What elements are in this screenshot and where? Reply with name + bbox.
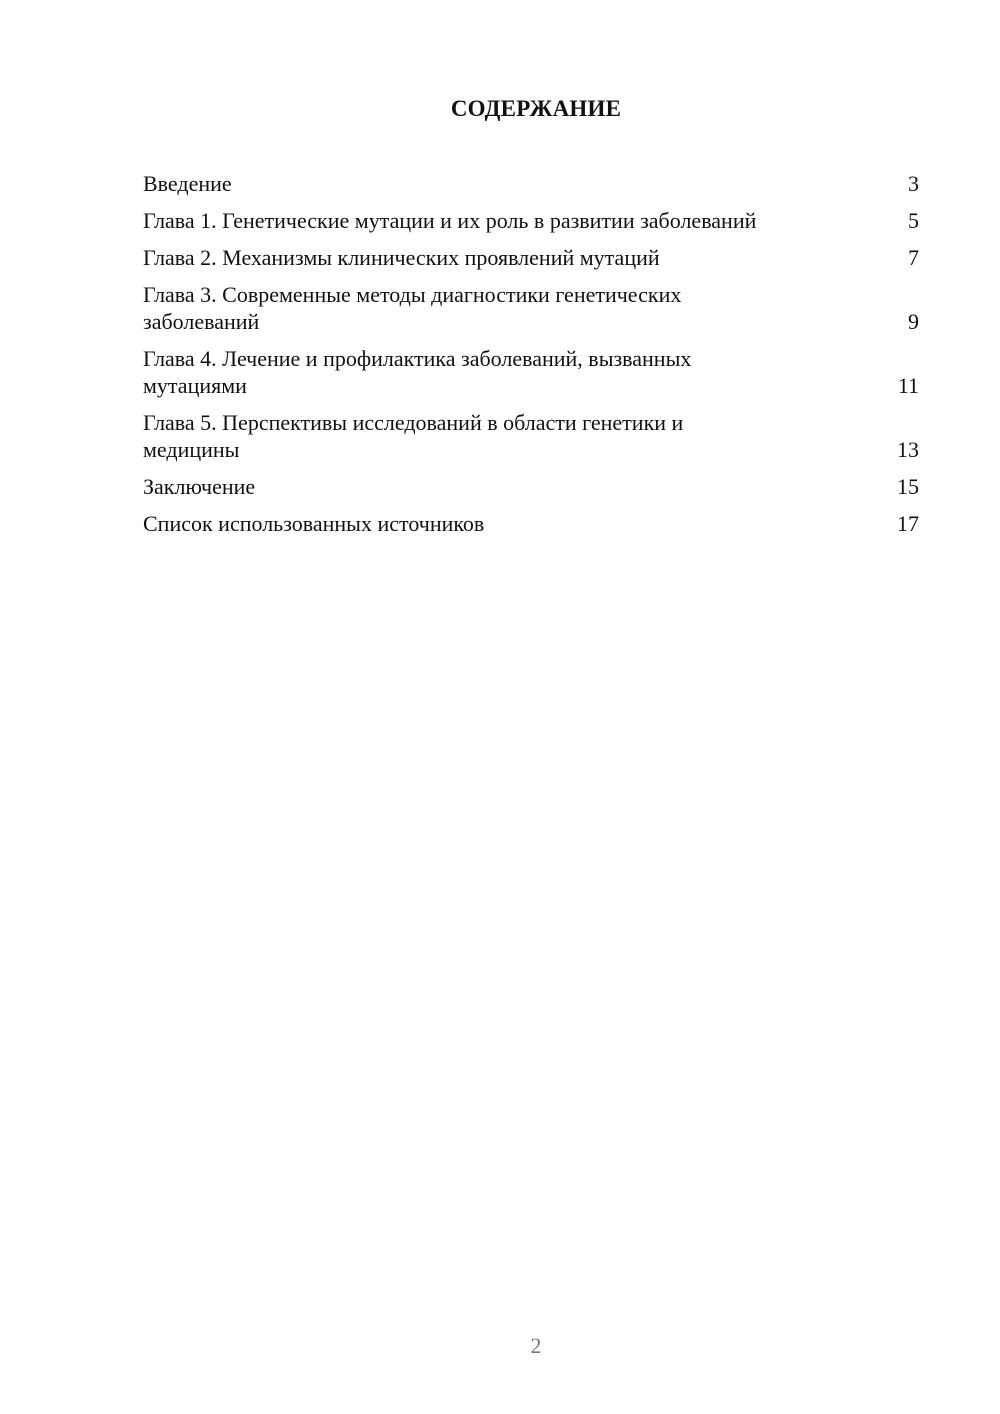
toc-entry-chapter-3 xyxy=(143,281,919,335)
toc-entry-label: Глава 5. Перспективы исследований в области генетики и медицины xyxy=(143,410,684,462)
toc-entry-label: Заключение xyxy=(143,474,256,499)
toc-entry-chapter-2 xyxy=(143,244,919,271)
toc-entry-chapter-4 xyxy=(143,345,919,399)
toc-entry-references xyxy=(143,510,919,537)
toc-entry-page: 9 xyxy=(908,309,919,334)
toc-entry-chapter-1 xyxy=(143,207,919,234)
toc-entry-label: Глава 4. Лечение и профилактика заболеваний, вызванных мутациями xyxy=(143,346,692,398)
toc-entry-page: 17 xyxy=(897,511,919,536)
table-of-contents xyxy=(143,170,919,547)
toc-entry-page: 5 xyxy=(908,208,919,233)
toc-entry-page: 7 xyxy=(908,245,919,270)
toc-entry-chapter-5 xyxy=(143,409,919,463)
toc-entry-page: 15 xyxy=(897,474,919,499)
toc-entry-label: Введение xyxy=(143,171,232,196)
toc-entry-label: Список использованных источников xyxy=(143,511,485,536)
toc-entry-page: 13 xyxy=(897,437,919,462)
toc-entry-label: Глава 2. Механизмы клинических проявлений мутаций xyxy=(143,245,660,270)
toc-entry-page: 11 xyxy=(897,373,919,398)
page-number: 2 xyxy=(530,1333,542,1358)
toc-entry-page: 3 xyxy=(908,171,919,196)
toc-entry-label: Глава 3. Современные методы диагностики генетических заболеваний xyxy=(143,282,682,334)
page-title: СОДЕРЖАНИЕ xyxy=(450,96,622,121)
toc-entry-conclusion xyxy=(143,473,919,500)
toc-entry-introduction xyxy=(143,170,919,197)
toc-entry-label: Глава 1. Генетические мутации и их роль в развитии заболеваний xyxy=(143,208,757,233)
